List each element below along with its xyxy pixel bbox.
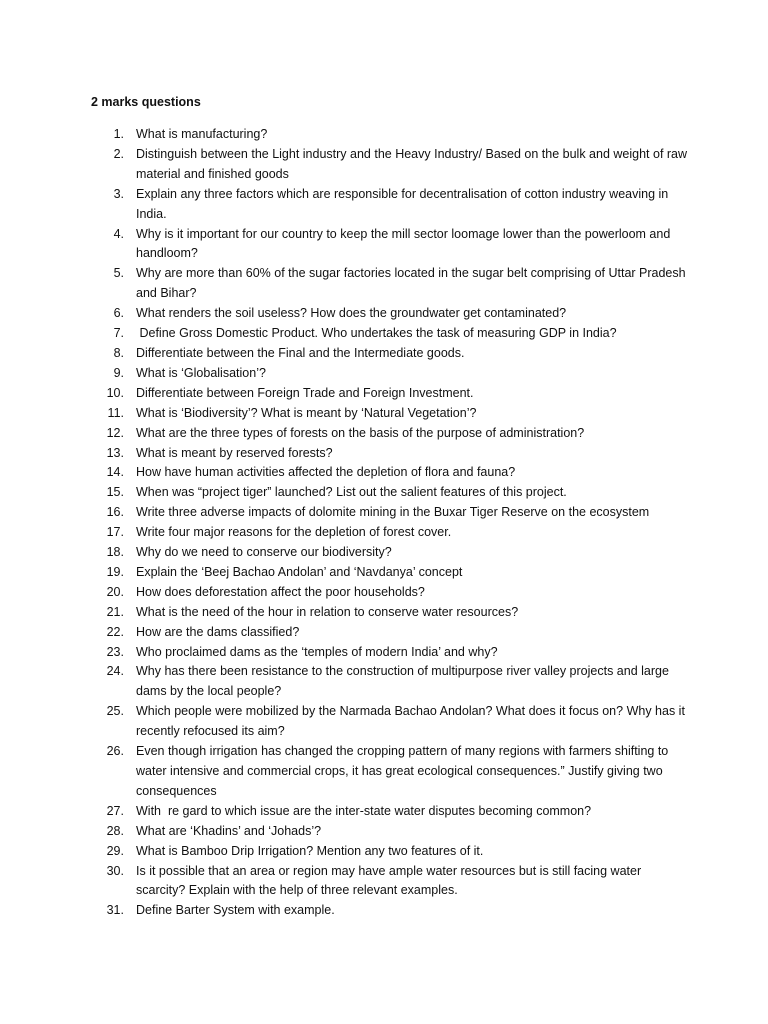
- question-text: What is the need of the hour in relation to conserve water resources?: [136, 604, 519, 619]
- question-number: 16.: [106, 505, 124, 520]
- question-number: 30.: [106, 863, 124, 878]
- question-number: 24.: [106, 664, 124, 679]
- question-item: [91, 324, 691, 344]
- question-number: 28.: [106, 823, 124, 838]
- question-text: Explain any three factors which are responsible for decentralisation of cotton industry weaving in India.: [136, 186, 672, 221]
- question-text: Define Barter System with example.: [136, 903, 335, 918]
- question-item: [91, 384, 691, 404]
- questions-list: [91, 125, 691, 921]
- question-item: [91, 901, 691, 921]
- question-text: Which people were mobilized by the Narmada Bachao Andolan? What does it focus on? Why has it recently refocused its aim?: [136, 704, 689, 739]
- question-number: 9.: [113, 365, 124, 380]
- question-text: Even though irrigation has changed the cropping pattern of many regions with farmers shifting to water intensive and commercial crops, it has great ecological consequences.” Justify giving two consequences: [136, 744, 672, 798]
- question-number: 3.: [113, 186, 124, 201]
- question-number: 10.: [106, 385, 124, 400]
- question-number: 23.: [106, 644, 124, 659]
- question-text: Is it possible that an area or region may have ample water resources but is still facing water scarcity? Explain with the help of three relevant examples.: [136, 863, 645, 898]
- question-text: With re gard to which issue are the inter-state water disputes becoming common?: [136, 803, 592, 818]
- question-number: 1.: [113, 127, 124, 141]
- question-text: Differentiate between Foreign Trade and Foreign Investment.: [136, 385, 474, 400]
- question-item: [91, 543, 691, 563]
- question-number: 6.: [113, 306, 124, 321]
- question-text: What renders the soil useless? How does the groundwater get contaminated?: [136, 306, 567, 321]
- question-text: Write four major reasons for the depletion of forest cover.: [136, 525, 452, 540]
- question-number: 19.: [106, 564, 124, 579]
- question-text: How does deforestation affect the poor households?: [136, 584, 425, 599]
- question-text: Write three adverse impacts of dolomite mining in the Buxar Tiger Reserve on the ecosystem: [136, 505, 650, 520]
- question-item: [91, 185, 691, 225]
- question-item: [91, 563, 691, 583]
- question-item: [91, 583, 691, 603]
- question-item: [91, 662, 691, 702]
- question-item: [91, 444, 691, 464]
- question-text: What is meant by reserved forests?: [136, 445, 333, 460]
- question-item: [91, 404, 691, 424]
- question-item: [91, 643, 691, 663]
- question-number: 26.: [106, 744, 124, 759]
- question-item: [91, 523, 691, 543]
- question-item: [91, 364, 691, 384]
- question-text: How have human activities affected the depletion of flora and fauna?: [136, 465, 516, 480]
- question-number: 29.: [106, 843, 124, 858]
- question-item: [91, 623, 691, 643]
- question-text: What is manufacturing?: [136, 127, 268, 141]
- question-number: 31.: [106, 903, 124, 918]
- question-text: Who proclaimed dams as the ‘temples of modern India’ and why?: [136, 644, 498, 659]
- question-text: Distinguish between the Light industry and the Heavy Industry/ Based on the bulk and weight of raw material and finished goods: [136, 146, 691, 181]
- question-text: What is ‘Globalisation’?: [136, 365, 266, 380]
- question-number: 5.: [113, 266, 124, 281]
- question-item: [91, 264, 691, 304]
- question-item: [91, 225, 691, 265]
- question-number: 4.: [113, 226, 124, 241]
- question-number: 18.: [106, 545, 124, 560]
- question-number: 8.: [113, 345, 124, 360]
- question-text: What is Bamboo Drip Irrigation? Mention any two features of it.: [136, 843, 484, 858]
- question-text: What are ‘Khadins’ and ‘Johads’?: [136, 823, 322, 838]
- question-item: [91, 483, 691, 503]
- question-item: [91, 344, 691, 364]
- question-text: When was “project tiger” launched? List out the salient features of this project.: [136, 485, 567, 500]
- question-item: [91, 742, 691, 802]
- question-item: [91, 842, 691, 862]
- question-number: 11.: [107, 405, 124, 420]
- question-number: 21.: [106, 604, 124, 619]
- question-text: Why is it important for our country to keep the mill sector loomage lower than the powerloom and handloom?: [136, 226, 674, 261]
- question-number: 25.: [106, 704, 124, 719]
- question-number: 27.: [106, 803, 124, 818]
- question-text: Why do we need to conserve our biodiversity?: [136, 545, 392, 560]
- question-item: [91, 304, 691, 324]
- question-number: 14.: [106, 465, 124, 480]
- question-number: 15.: [106, 485, 124, 500]
- section-heading: 2 marks questions: [91, 95, 201, 109]
- question-item: [91, 702, 691, 742]
- question-item: [91, 862, 691, 902]
- question-text: Explain the ‘Beej Bachao Andolan’ and ‘Navdanya’ concept: [136, 564, 463, 579]
- question-text: What are the three types of forests on the basis of the purpose of administration?: [136, 425, 585, 440]
- question-text: Why has there been resistance to the construction of multipurpose river valley projects and large dams by the local people?: [136, 664, 673, 699]
- question-item: [91, 463, 691, 483]
- question-number: 2.: [113, 146, 124, 161]
- question-item: [91, 603, 691, 623]
- question-item: [91, 802, 691, 822]
- question-text: Why are more than 60% of the sugar factories located in the sugar belt comprising of Uttar Pradesh and Bihar?: [136, 266, 693, 301]
- question-item: [91, 424, 691, 444]
- question-text: Define Gross Domestic Product. Who undertakes the task of measuring GDP in India?: [136, 326, 617, 341]
- question-number: 13.: [106, 445, 124, 460]
- question-number: 7.: [113, 326, 124, 341]
- question-number: 20.: [106, 584, 124, 599]
- question-text: What is ‘Biodiversity’? What is meant by ‘Natural Vegetation’?: [136, 405, 477, 420]
- question-number: 12.: [106, 425, 124, 440]
- question-text: How are the dams classified?: [136, 624, 300, 639]
- question-item: [91, 822, 691, 842]
- question-number: 17.: [106, 525, 124, 540]
- question-text: Differentiate between the Final and the Intermediate goods.: [136, 345, 465, 360]
- question-item: [91, 125, 691, 145]
- question-item: [91, 503, 691, 523]
- question-number: 22.: [106, 624, 124, 639]
- question-item: [91, 145, 691, 185]
